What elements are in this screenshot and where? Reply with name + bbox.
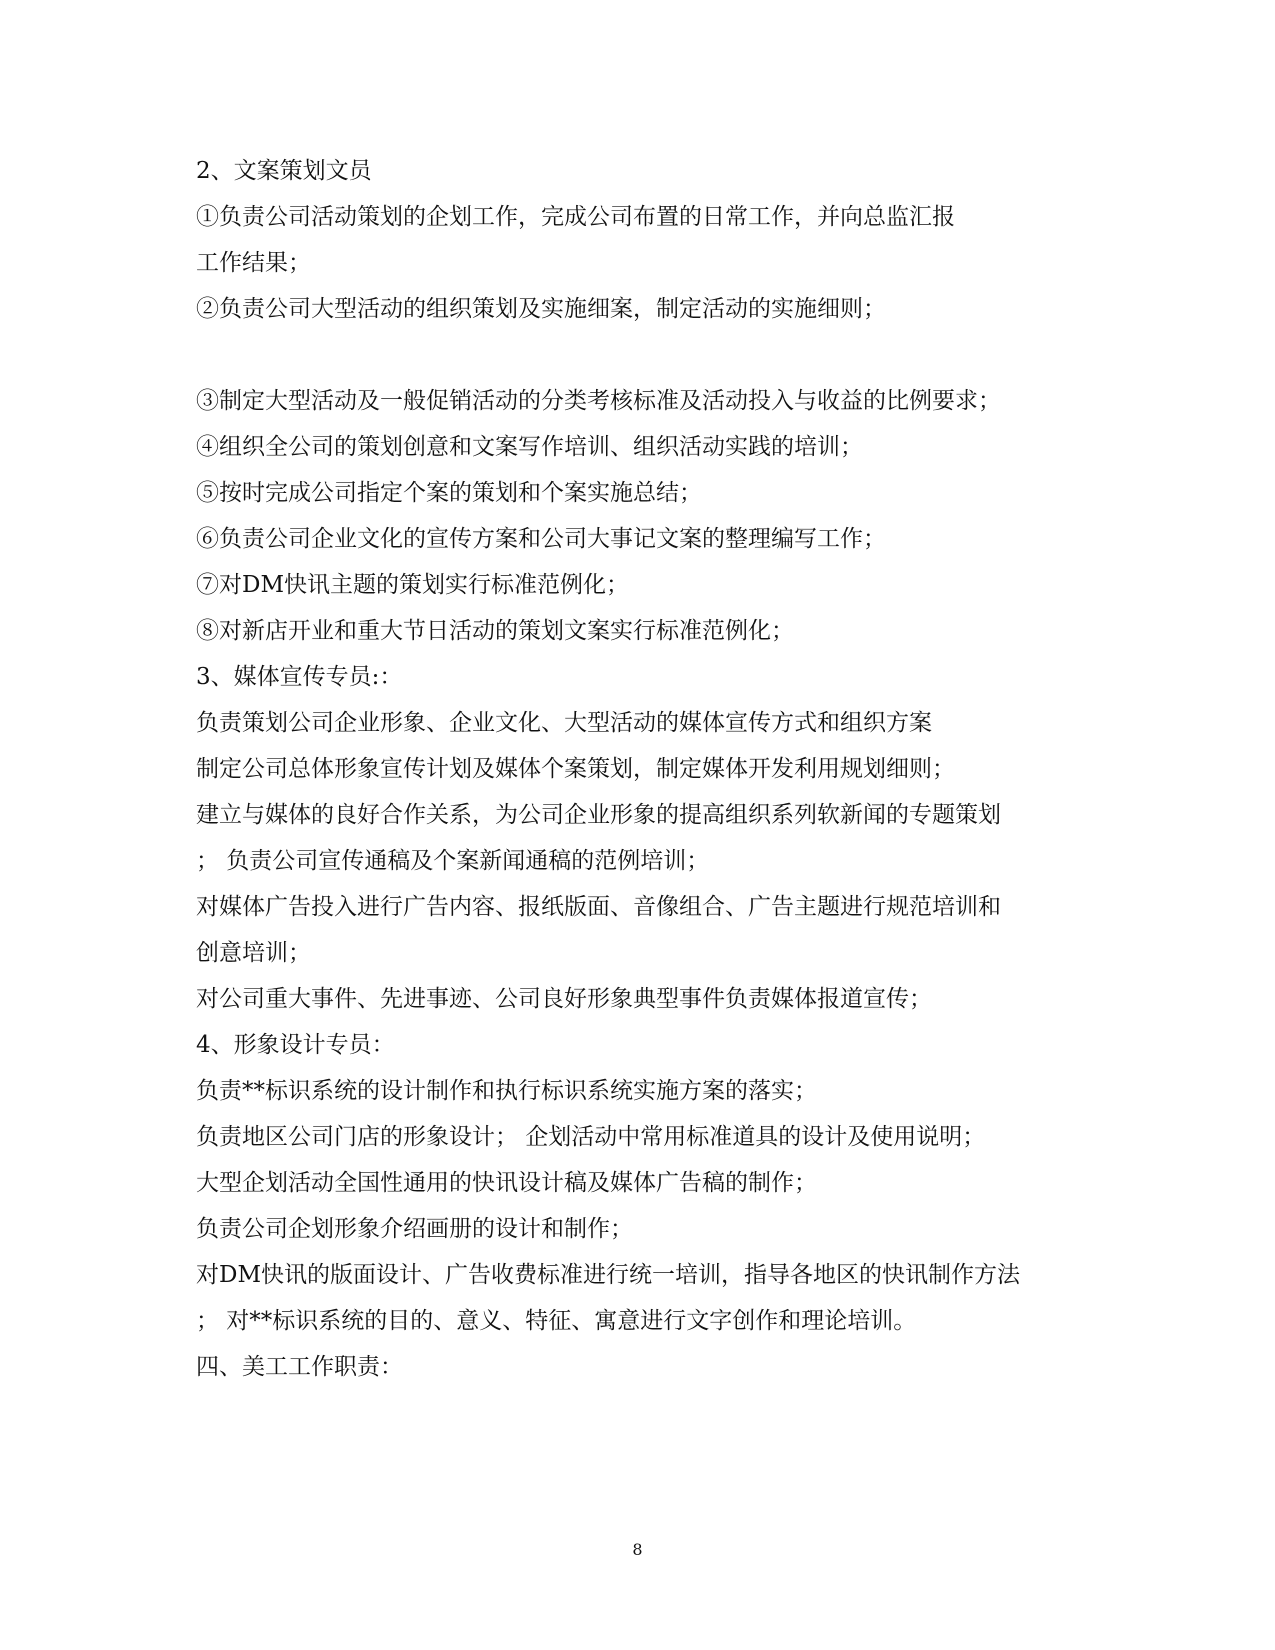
text-line: 制定公司总体形象宣传计划及媒体个案策划，制定媒体开发利用规划细则； — [196, 756, 955, 782]
text-line: 对公司重大事件、先进事迹、公司良好形象典型事件负责媒体报道宣传； — [196, 986, 932, 1012]
text-line: ⑤按时完成公司指定个案的策划和个案实施总结； — [196, 480, 702, 506]
text-line: ②负责公司大型活动的组织策划及实施细案，制定活动的实施细则； — [196, 296, 886, 322]
section-heading-media: 3、媒体宣传专员:： — [196, 664, 403, 690]
text-line: 负责策划公司企业形象、企业文化、大型活动的媒体宣传方式和组织方案 — [196, 710, 932, 736]
text-line: 负责**标识系统的设计制作和执行标识系统实施方案的落实； — [196, 1078, 817, 1104]
text-line: 建立与媒体的良好合作关系，为公司企业形象的提高组织系列软新闻的专题策划 — [196, 802, 1001, 828]
section-heading-art-duties: 四、美工工作职责： — [196, 1354, 403, 1380]
text-line: ③制定大型活动及一般促销活动的分类考核标准及活动投入与收益的比例要求； — [196, 388, 1001, 414]
text-line: 负责地区公司门店的形象设计； 企划活动中常用标准道具的设计及使用说明； — [196, 1124, 986, 1150]
text-line: 对媒体广告投入进行广告内容、报纸版面、音像组合、广告主题进行规范培训和 — [196, 894, 1001, 920]
section-heading-copywriter: 2、文案策划文员 — [196, 158, 372, 184]
text-line: ； 对**标识系统的目的、意义、特征、寓意进行文字创作和理论培训。 — [196, 1308, 917, 1334]
text-line: ⑦对DM快讯主题的策划实行标准范例化； — [196, 572, 629, 598]
text-line: 对DM快讯的版面设计、广告收费标准进行统一培训，指导各地区的快讯制作方法 — [196, 1262, 1020, 1288]
section-heading-image-design: 4、形象设计专员： — [196, 1032, 395, 1058]
text-line: 工作结果； — [196, 250, 311, 276]
text-line: 创意培训； — [196, 940, 311, 966]
page-number: 8 — [632, 1540, 643, 1559]
text-line: ⑥负责公司企业文化的宣传方案和公司大事记文案的整理编写工作； — [196, 526, 886, 552]
text-line: 大型企划活动全国性通用的快讯设计稿及媒体广告稿的制作； — [196, 1170, 817, 1196]
text-line: 负责公司企划形象介绍画册的设计和制作； — [196, 1216, 633, 1242]
text-line: ④组织全公司的策划创意和文案写作培训、组织活动实践的培训； — [196, 434, 863, 460]
text-line: ①负责公司活动策划的企划工作，完成公司布置的日常工作，并向总监汇报 — [196, 204, 955, 230]
text-line: ； 负责公司宣传通稿及个案新闻通稿的范例培训； — [196, 848, 710, 874]
text-line: ⑧对新店开业和重大节日活动的策划文案实行标准范例化； — [196, 618, 794, 644]
